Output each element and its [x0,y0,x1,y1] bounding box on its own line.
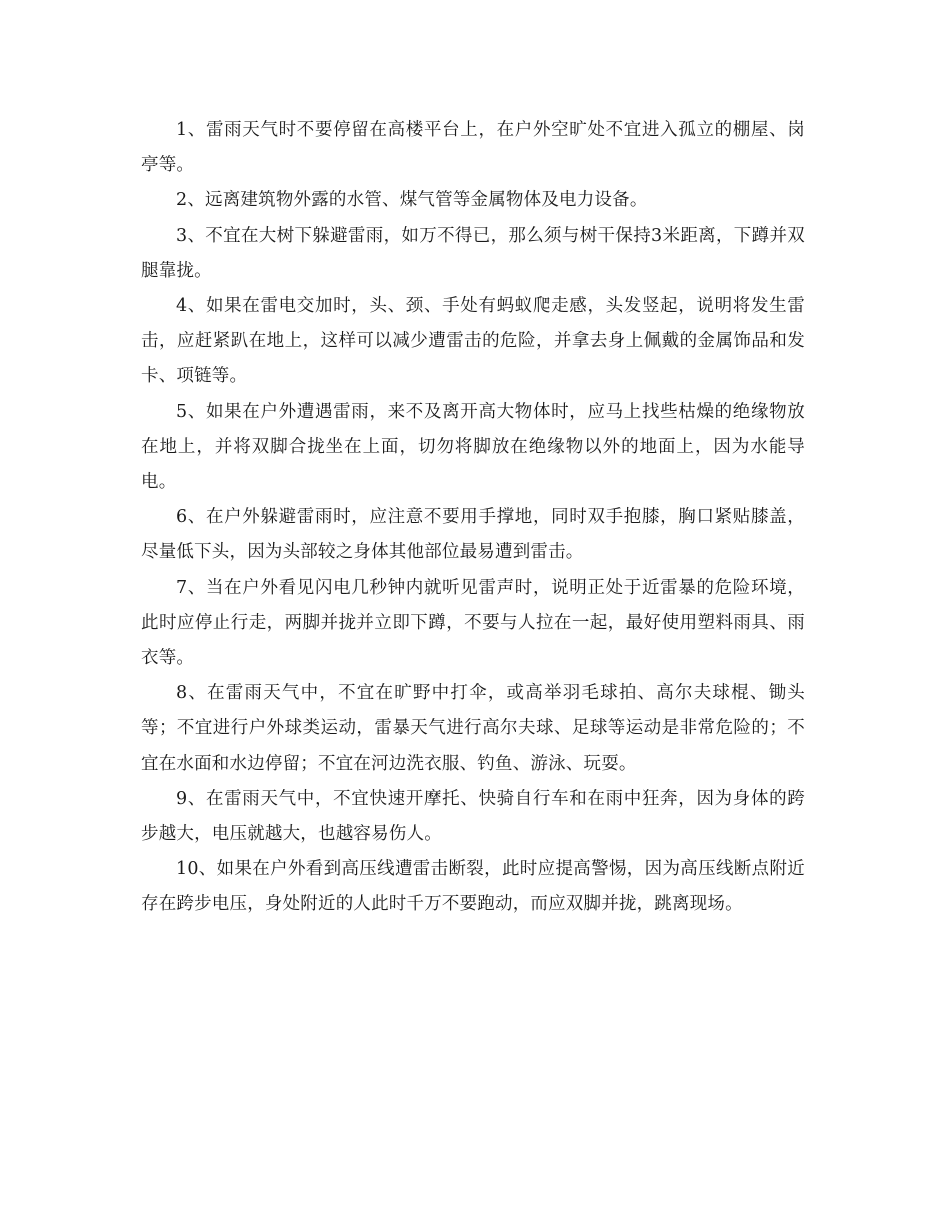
paragraph-8: 8、在雷雨天气中，不宜在旷野中打伞，或高举羽毛球拍、高尔夫球棍、锄头等；不宜进行户外球类运动，雷暴天气进行高尔夫球、足球等运动是非常危险的；不宜在水面和水边停留；不宜在河边洗衣服、钓鱼、游泳、玩耍。 [141,683,805,774]
paragraph-1: 1、雷雨天气时不要停留在高楼平台上，在户外空旷处不宜进入孤立的棚屋、岗亭等。 [141,120,805,176]
paragraph-9: 9、在雷雨天气中，不宜快速开摩托、快骑自行车和在雨中狂奔，因为身体的跨步越大，电压就越大，也越容易伤人。 [141,788,805,845]
paragraph-10: 10、如果在户外看到高压线遭雷击断裂，此时应提高警惕，因为高压线断点附近存在跨步电压，身处附近的人此时千万不要跑动，而应双脚并拢，跳离现场。 [141,859,805,915]
paragraph-3: 3、不宜在大树下躲避雷雨，如万不得已，那么须与树干保持3米距离，下蹲并双腿靠拢。 [141,225,805,281]
paragraph-4: 4、如果在雷电交加时，头、颈、手处有蚂蚁爬走感，头发竖起，说明将发生雷击，应赶紧趴在地上，这样可以减少遭雷击的危险，并拿去身上佩戴的金属饰品和发卡、项链等。 [141,296,805,387]
document-body [141,113,805,923]
paragraph-2: 2、远离建筑物外露的水管、煤气管等金属物体及电力设备。 [176,190,648,211]
paragraph-5: 5、如果在户外遭遇雷雨，来不及离开高大物体时，应马上找些枯燥的绝缘物放在地上，并将双脚合拢坐在上面，切勿将脚放在绝缘物以外的地面上，因为水能导电。 [141,401,805,493]
paragraph-7: 7、当在户外看见闪电几秒钟内就听见雷声时，说明正处于近雷暴的危险环境，此时应停止行走，两脚并拢并立即下蹲，不要与人拉在一起，最好使用塑料雨具、雨衣等。 [141,577,805,669]
paragraph-6: 6、在户外躲避雷雨时，应注意不要用手撑地，同时双手抱膝，胸口紧贴膝盖，尽量低下头，因为头部较之身体其他部位最易遭到雷击。 [141,507,805,563]
